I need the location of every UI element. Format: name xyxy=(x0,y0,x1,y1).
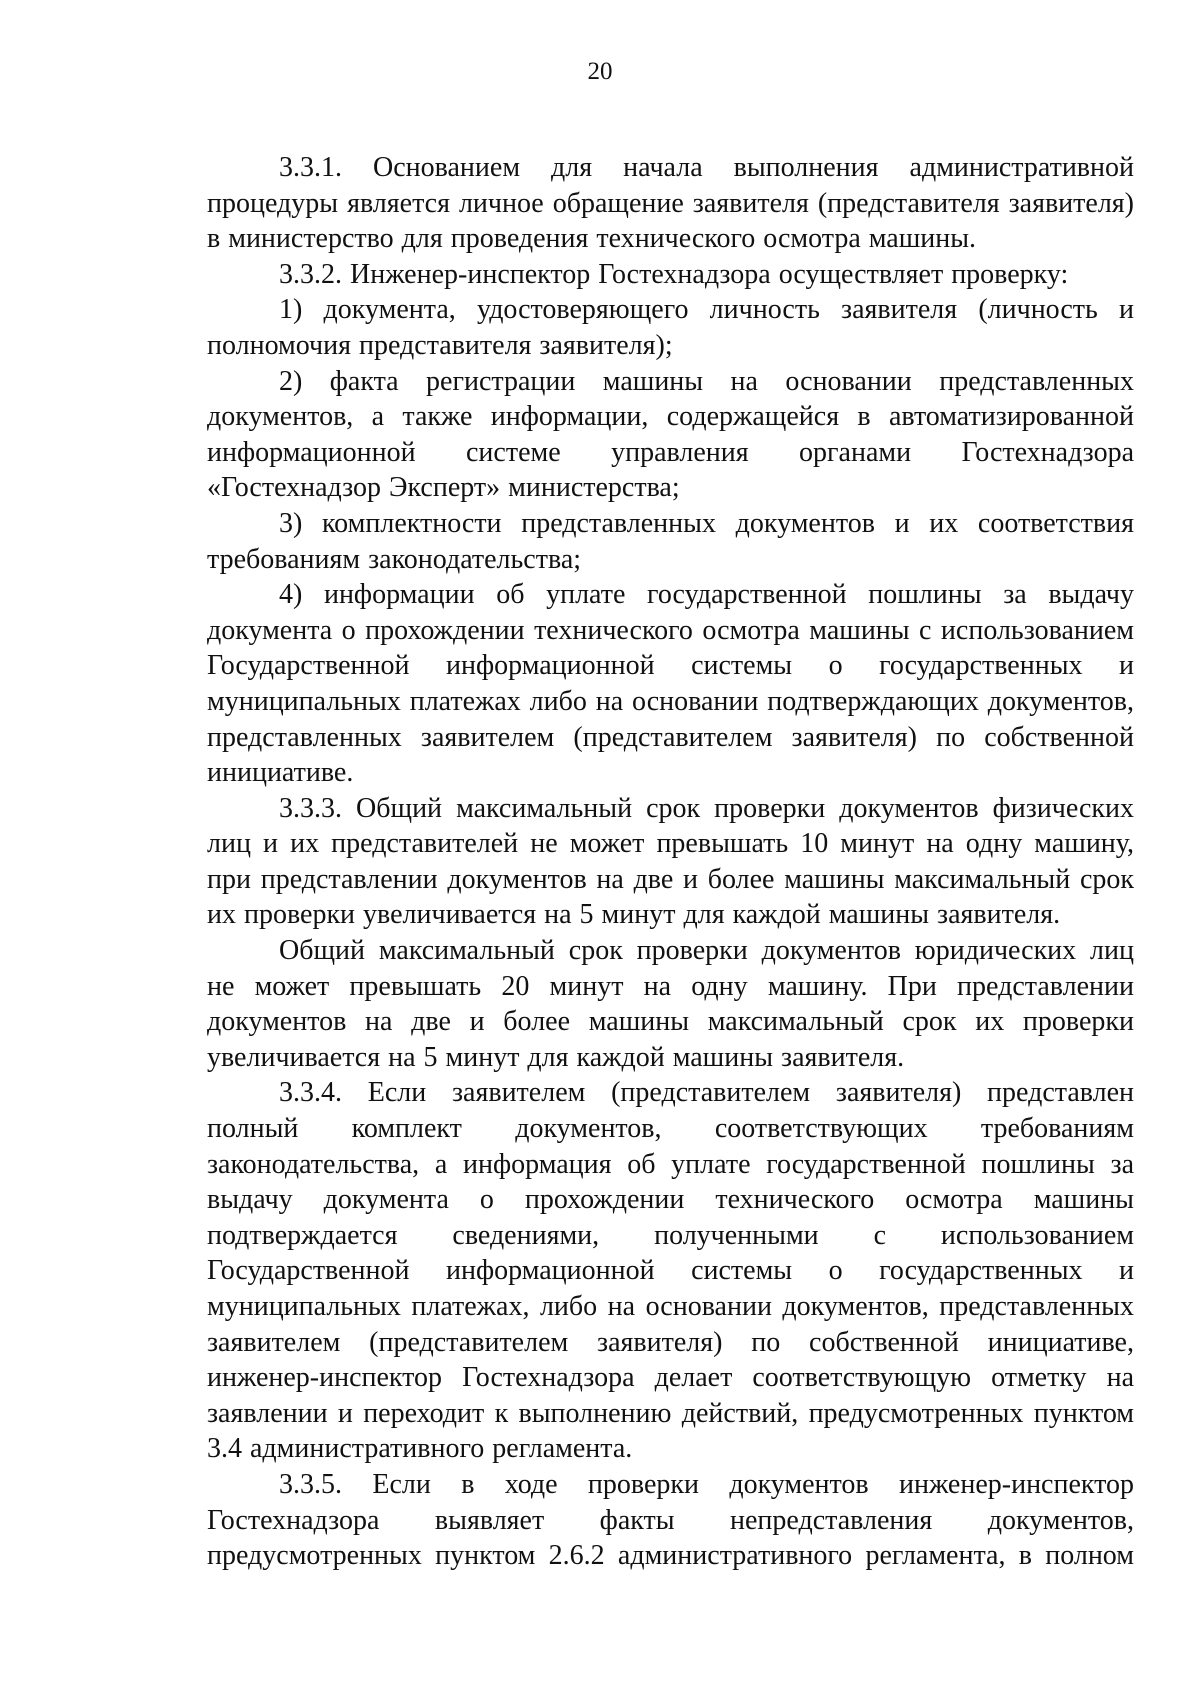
paragraph-3-3-3: 3.3.3. Общий максимальный срок проверки документов физических лиц и их представителей не может превышать 10 минут на одну машину, при представлении документов на две и более машины максимальный срок их проверки увеличивается на 5 минут для каждой машины заявителя. xyxy=(207,792,1134,931)
paragraph-3-3-2: 3.3.2. Инженер-инспектор Гостехнадзора осуществляет проверку: xyxy=(279,258,1069,290)
document-body xyxy=(207,150,1134,1574)
list-item-4: 4) информации об уплате государственной пошлины за выдачу документа о прохождении технического осмотра машины с использованием Государственной информационной системы о государственных и муниципальных платежах либо на основании подтверждающих документов, представленных заявителем (представителем заявителя) по собственной инициативе. xyxy=(207,579,1134,789)
paragraph-3-3-5: 3.3.5. Если в ходе проверки документов инженер-инспектор Гостехнадзора выявляет факты непредставления документов, предусмотренных пунктом 2.6.2 административного регламента, в полном xyxy=(207,1468,1134,1572)
paragraph-legal-entities: Общий максимальный срок проверки документов юридических лиц не может превышать 20 минут на одну машину. При представлении документов на две и более машины максимальный срок их проверки увеличивается на 5 минут для каждой машины заявителя. xyxy=(207,935,1134,1073)
paragraph-3-3-4: 3.3.4. Если заявителем (представителем заявителя) представлен полный комплект документов, соответствующих требованиям законодательства, а информация об уплате государственной пошлины за выдачу документа о прохождении технического осмотра машины подтверждается сведениями, полученными с использованием Государственной информационной системы о государственных и муниципальных платежах, либо на основании документов, представленных заявителем (представителем заявителя) по собственной инициативе, инженер-инспектор Гостехнадзора делает соответствующую отметку на заявлении и переходит к выполнению действий, предусмотренных пунктом 3.4 административного регламента. xyxy=(207,1077,1134,1465)
list-item-2: 2) факта регистрации машины на основании представленных документов, а также информации, содержащейся в автоматизированной информационной системе управления органами Гостехнадзора «Гостехнадзор Эксперт» министерства; xyxy=(207,365,1134,504)
page-number: 20 xyxy=(587,58,613,85)
list-item-3: 3) комплектности представленных документов и их соответствия требованиям законодательства; xyxy=(207,507,1134,575)
list-item-1: 1) документа, удостоверяющего личность заявителя (личность и полномочия представителя заявителя); xyxy=(207,294,1134,361)
paragraph-3-3-1: 3.3.1. Основанием для начала выполнения административной процедуры является личное обращение заявителя (представителя заявителя) в министерство для проведения технического осмотра машины. xyxy=(207,152,1134,255)
